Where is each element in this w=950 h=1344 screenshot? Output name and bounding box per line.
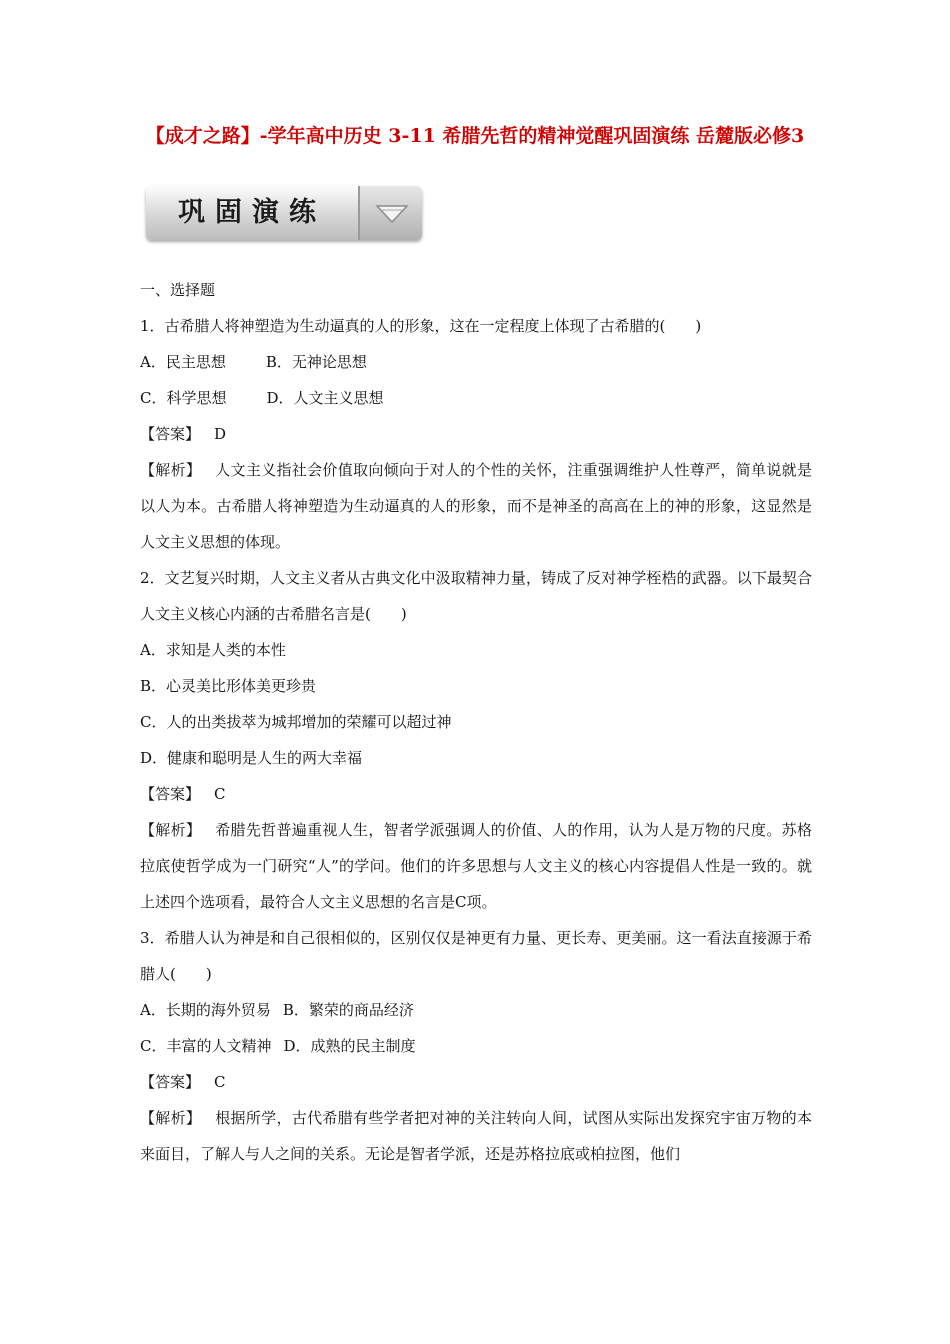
question-3-options-cd xyxy=(140,1028,812,1064)
question-1-options-cd xyxy=(140,380,812,416)
analysis-tag: 【解析】 xyxy=(140,461,202,479)
option-a: A．求知是人类的本性 xyxy=(140,641,286,659)
question-3-options-ab xyxy=(140,992,812,1028)
question-1-options-ab xyxy=(140,344,812,380)
question-3-analysis xyxy=(140,1100,812,1172)
option-c: C．丰富的人文精神 xyxy=(140,1037,272,1055)
answer-value: D xyxy=(214,425,227,443)
option-d: D．成熟的民主制度 xyxy=(283,1037,416,1055)
section-heading: 一、选择题 xyxy=(140,281,216,299)
question-3-stem: 3．希腊人认为神是和自己很相似的，区别仅仅是神更有力量、更长寿、更美丽。这一看法直接源于希腊人( ) xyxy=(140,929,812,983)
question-3-answer xyxy=(140,1064,812,1100)
answer-tag: 【答案】 xyxy=(140,785,201,803)
option-a: A．民主思想 xyxy=(140,353,226,371)
question-1-answer xyxy=(140,416,812,452)
option-d: D．人文主义思想 xyxy=(266,389,384,407)
answer-value: C xyxy=(214,785,226,803)
question-1-stem: 1．古希腊人将神塑造为生动逼真的人的形象，这在一定程度上体现了古希腊的( ) xyxy=(140,317,702,335)
answer-tag: 【答案】 xyxy=(140,425,201,443)
option-a: A．长期的海外贸易 xyxy=(140,1001,271,1019)
question-1-analysis xyxy=(140,452,812,560)
analysis-tag: 【解析】 xyxy=(140,821,202,839)
analysis-text: 根据所学，古代希腊有些学者把对神的关注转向人间，试图从实际出发探究宇宙万物的本来面目，了解人与人之间的关系。无论是智者学派，还是苏格拉底或柏拉图，他们 xyxy=(140,1109,812,1163)
option-b: B．繁荣的商品经济 xyxy=(282,1001,414,1019)
analysis-text: 人文主义指社会价值取向倾向于对人的个性的关怀，注重强调维护人性尊严，简单说就是以人为本。古希腊人将神塑造为生动逼真的人的形象，而不是神圣的高高在上的神的形象，这显然是人文主义思想的体现。 xyxy=(140,461,812,551)
analysis-text: 希腊先哲普遍重视人生，智者学派强调人的价值、人的作用，认为人是万物的尺度。苏格拉底使哲学成为一门研究“人”的学问。他们的许多思想与人文主义的核心内容提倡人性是一致的。就上述四个选项看，最符合人文主义思想的名言是C项。 xyxy=(140,821,812,911)
answer-tag: 【答案】 xyxy=(140,1073,201,1091)
question-2-stem: 2．文艺复兴时期，人文主义者从古典文化中汲取精神力量，铸成了反对神学桎梏的武器。以下最契合人文主义核心内涵的古希腊名言是( ) xyxy=(140,569,812,623)
chevron-down-icon xyxy=(374,200,410,226)
option-b: B．心灵美比形体美更珍贵 xyxy=(140,677,317,695)
option-d: D．健康和聪明是人生的两大幸福 xyxy=(140,749,363,767)
answer-value: C xyxy=(214,1073,226,1091)
option-c: C．科学思想 xyxy=(140,389,227,407)
question-2-analysis xyxy=(140,812,812,920)
banner-label: 巩固演练 xyxy=(178,197,326,228)
document-title: 【成才之路】-学年高中历史 3-11 希腊先哲的精神觉醒巩固演练 岳麓版必修3 xyxy=(145,125,805,147)
exercise-content xyxy=(140,272,812,1172)
banner-arrow-panel xyxy=(358,186,422,240)
option-c: C．人的出类拔萃为城邦增加的荣耀可以超过神 xyxy=(140,713,452,731)
option-b: B．无神论思想 xyxy=(265,353,367,371)
question-2-answer xyxy=(140,776,812,812)
section-banner xyxy=(146,186,422,240)
analysis-tag: 【解析】 xyxy=(140,1109,202,1127)
